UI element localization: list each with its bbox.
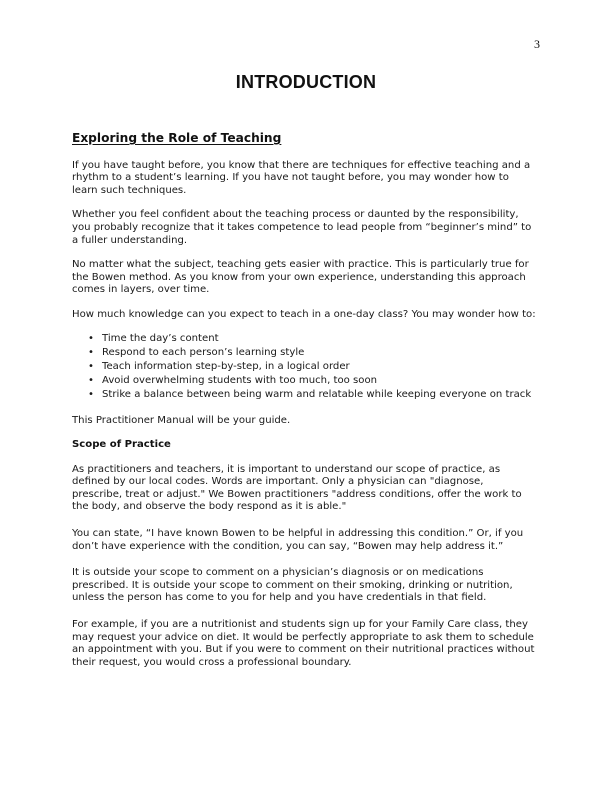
bullet-icon: • (88, 332, 94, 344)
teaching-concerns-list (72, 333, 536, 402)
page-title: INTRODUCTION (235, 72, 377, 92)
list-item-text: Time the day’s content (102, 332, 219, 344)
list-item-text: Strike a balance between being warm and relatable while keeping everyone on track (102, 388, 532, 400)
bullet-icon: • (88, 374, 94, 386)
list-item (72, 333, 536, 346)
page-number: 3 (534, 37, 540, 51)
paragraph-practice: No matter what the subject, teaching gets easier with practice. This is particularly true for the Bowen method. As you know from your own experience, understanding this approach comes in layers, over time. (72, 259, 529, 296)
bullet-icon: • (88, 360, 94, 372)
list-item (72, 361, 536, 374)
bullet-icon: • (88, 388, 94, 400)
paragraph-manual-guide: This Practitioner Manual will be your guide. (72, 414, 291, 426)
paragraph-scope-example: For example, if you are a nutritionist and students sign up for your Family Care class, they may request your advice on diet. It would be perfectly appropriate to ask them to schedule an appointment with you. But if you were to comment on their nutritional practices without their request, you would cross a professional boundary. (72, 619, 535, 668)
paragraph-knowledge-question: How much knowledge can you expect to teach in a one-day class? You may wonder how to: (72, 308, 536, 320)
paragraph-confidence: Whether you feel confident about the teaching process or daunted by the responsibility, you probably recognize that it takes competence to lead people from “beginner’s mind” to a fuller understanding. (72, 209, 532, 246)
section-heading: Exploring the Role of Teaching (72, 131, 282, 145)
list-item (72, 375, 536, 388)
page-content (72, 132, 536, 681)
list-item (72, 347, 536, 360)
scope-heading: Scope of Practice (72, 439, 171, 451)
paragraph-scope-statements: You can state, “I have known Bowen to be helpful in addressing this condition.” Or, if you don’t have experience with the condition, you can say, “Bowen may help address it.” (72, 528, 524, 552)
paragraph-scope-definition: As practitioners and teachers, it is important to understand our scope of practice, as defined by our local codes. Words are important. Only a physician can "diagnose, prescribe, treat or adjust." We Bowen practitioners "address conditions, offer the work to the body, and observe the body respond as it is able." (72, 463, 522, 513)
bullet-icon: • (88, 346, 94, 358)
paragraph-prior-teaching: If you have taught before, you know that there are techniques for effective teaching and a rhythm to a student’s learning. If you have not taught before, you may wonder how to learn such techniques. (72, 159, 531, 196)
list-item-text: Teach information step-by-step, in a logical order (102, 360, 350, 372)
list-item-text: Respond to each person’s learning style (102, 346, 305, 358)
list-item-text: Avoid overwhelming students with too much, too soon (102, 374, 378, 386)
list-item (72, 389, 536, 402)
paragraph-scope-limits: It is outside your scope to comment on a physician’s diagnosis or on medications prescribed. It is outside your scope to comment on their smoking, drinking or nutrition, unless the person has come to you for help and you have credentials in that field. (72, 567, 513, 604)
